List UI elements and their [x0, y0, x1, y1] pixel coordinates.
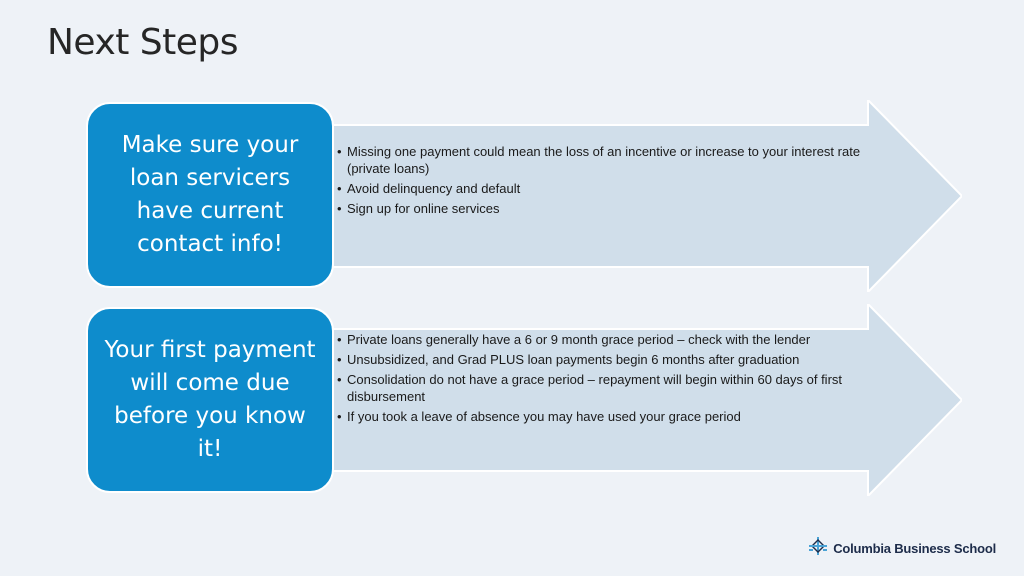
step-1-bullet-1: • Missing one payment could mean the loss of an incentive or increase to your interest rate (private loans) [337, 143, 897, 177]
logo-text: Columbia Business School [833, 541, 996, 556]
step-2-box: Your first payment will come due before you know it! [86, 307, 334, 493]
step-2-bullet-list [337, 331, 897, 428]
step-2-bullet-3: • Consolidation do not have a grace period – repayment will begin within 60 days of first disbursement [337, 371, 897, 405]
step-2-bullet-4: • If you took a leave of absence you may have used your grace period [337, 408, 897, 425]
columbia-crown-logo-icon [808, 536, 828, 561]
step-1-bullet-3: • Sign up for online services [337, 200, 897, 217]
columbia-business-school-logo [808, 536, 996, 561]
step-2-bullet-2: • Unsubsidized, and Grad PLUS loan payments begin 6 months after graduation [337, 351, 897, 368]
page-title: Next Steps [47, 22, 239, 63]
step-1-bullet-2: • Avoid delinquency and default [337, 180, 897, 197]
step-1-bullet-list [337, 143, 897, 220]
step-1-box: Make sure your loan servicers have current contact info! [86, 102, 334, 288]
step-2-bullet-1: • Private loans generally have a 6 or 9 month grace period – check with the lender [337, 331, 897, 348]
